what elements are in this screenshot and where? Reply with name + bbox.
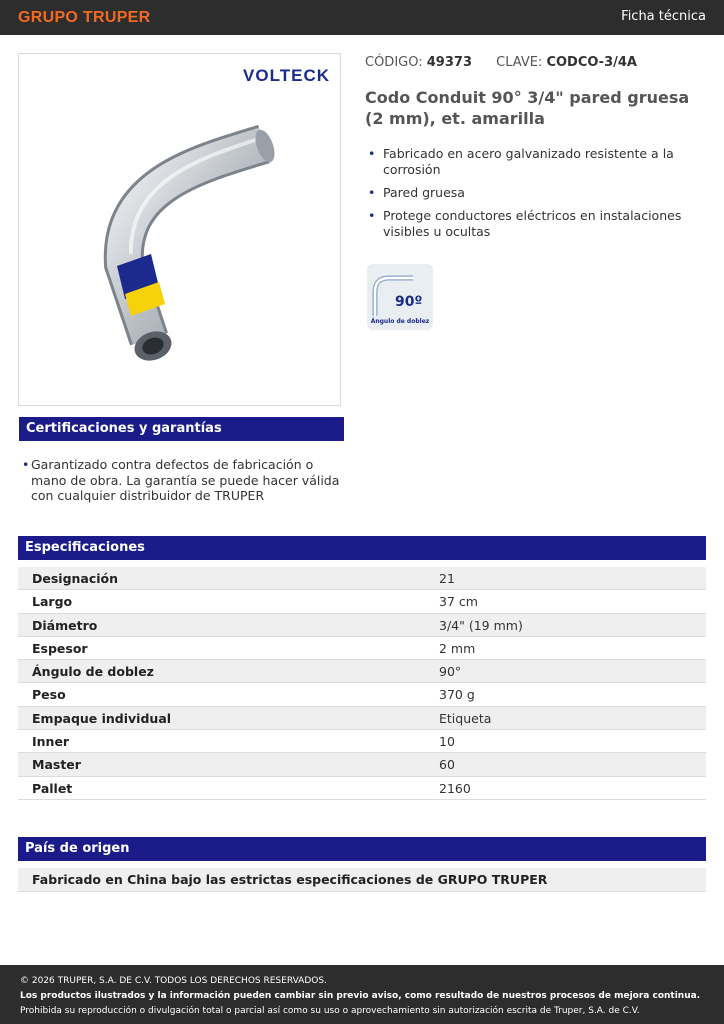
code-label: CÓDIGO:: [365, 55, 423, 70]
conduit-elbow-image: [79, 124, 289, 364]
top-bar: [0, 0, 724, 35]
spec-row: [18, 660, 706, 683]
product-code-line: [365, 55, 637, 70]
warranty-text: • Garantizado contra defectos de fabricación o mano de obra. La garantía se puede hacer válida con cualquier distribuidor de TRUPER: [22, 457, 342, 504]
spec-key: Peso: [32, 687, 66, 703]
clave-label: CLAVE:: [496, 55, 543, 70]
bend-angle-icon: [367, 264, 433, 330]
origin-header: País de origen: [18, 837, 706, 861]
legal-text: Prohibida su reproducción o divulgación total o parcial así como su uso o aprovechamiento sin autorización escrita de Truper, S.A. de C.V.: [20, 1006, 640, 1016]
specs-header: Especificaciones: [18, 536, 706, 560]
spec-row: [18, 777, 706, 800]
spec-row: [18, 683, 706, 706]
spec-key: Inner: [32, 734, 70, 750]
spec-key: Designación: [32, 571, 119, 586]
spec-row: [18, 590, 706, 613]
product-clave: CODCO-3/4A: [546, 55, 637, 70]
spec-value: Etiqueta: [439, 710, 492, 726]
feature-item: • Protege conductores eléctricos en instalaciones visibles u ocultas: [365, 208, 695, 240]
spec-value: 2 mm: [439, 640, 476, 656]
spec-value: 3/4" (19 mm): [439, 617, 523, 633]
bend-angle-value: 90º: [395, 294, 423, 310]
volteck-logo: VOLTECK: [243, 66, 330, 85]
product-title: Codo Conduit 90° 3/4" pared gruesa (2 mm), et. amarilla: [365, 88, 690, 128]
spec-row: [18, 614, 706, 637]
spec-row: [18, 753, 706, 776]
product-code: 49373: [426, 55, 472, 70]
spec-row: [18, 637, 706, 660]
feature-item: • Pared gruesa: [365, 185, 695, 201]
specs-table: [18, 567, 706, 800]
spec-value: 60: [439, 757, 455, 773]
bend-angle-caption: Ángulo de doblez: [370, 318, 430, 325]
feature-item: • Fabricado en acero galvanizado resistente a la corrosión: [365, 146, 695, 178]
spec-value: 21: [439, 571, 455, 586]
spec-value: 90°: [439, 664, 462, 680]
footer: [0, 965, 724, 1024]
spec-row: [18, 730, 706, 753]
spec-key: Largo: [32, 594, 73, 610]
spec-key: Ángulo de doblez: [32, 664, 154, 680]
spec-value: 10: [439, 734, 455, 750]
spec-row: [18, 707, 706, 730]
spec-key: Pallet: [32, 780, 73, 796]
copyright-text: © 2026 TRUPER, S.A. DE C.V. TODOS LOS DERECHOS RESERVADOS.: [20, 976, 327, 986]
spec-value: 37 cm: [439, 594, 478, 610]
spec-row: [18, 567, 706, 590]
spec-key: Diámetro: [32, 617, 98, 633]
certifications-header: Certificaciones y garantías: [19, 417, 344, 441]
feature-list: [365, 146, 695, 247]
spec-key: Espesor: [32, 640, 88, 656]
brand-logo: GRUPO TRUPER: [18, 9, 151, 26]
origin-text: Fabricado en China bajo las estrictas especificaciones de GRUPO TRUPER: [18, 868, 706, 892]
spec-key: Empaque individual: [32, 710, 172, 726]
spec-key: Master: [32, 757, 81, 773]
spec-value: 370 g: [439, 687, 475, 703]
document-type: Ficha técnica: [621, 9, 706, 24]
disclaimer-text: Los productos ilustrados y la información pueden cambiar sin previo aviso, como resultado de nuestros procesos de mejora continua.: [20, 991, 701, 1001]
spec-value: 2160: [439, 780, 471, 796]
product-image-frame: [18, 53, 341, 406]
